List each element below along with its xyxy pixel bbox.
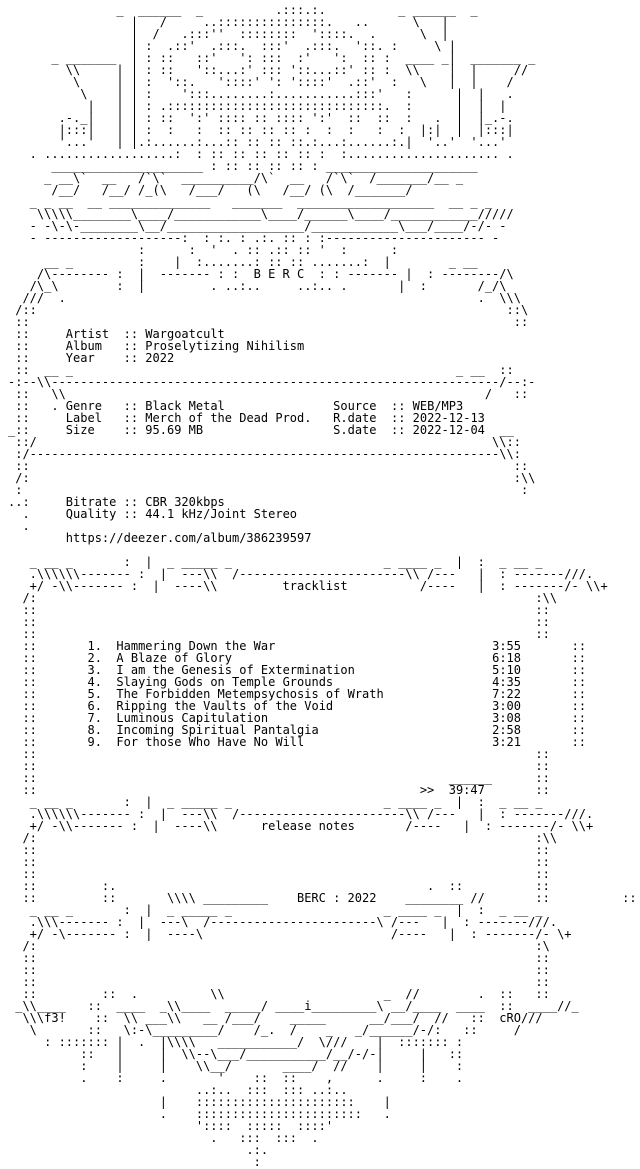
header-art-line: _ __\` __ /`\` __________/\` __ /`\` /_______/__ _ bbox=[8, 171, 464, 185]
track-duration: 2:58 bbox=[492, 723, 521, 737]
notes-banner-c: +/ -\\------- : | ----\\ release notes /---- | : -------/- \\+ bbox=[8, 819, 594, 833]
track-row: :: 5. The Forbidden Metempsychosis of Wrath 7:22 :: bbox=[8, 687, 587, 701]
header-art-line: |:::| | | : : : :: :: :: :: : : : : : |:| | |:::| bbox=[8, 123, 514, 137]
frame-line: :: :: bbox=[8, 747, 550, 761]
footer-art-line: :: :: . \\ _ // . :: :: bbox=[8, 987, 550, 1001]
footer-art-line: _\\____ :: ____ _\\____ _____/ ____i_________\ __/____ ____ :: ____//_ bbox=[8, 999, 579, 1013]
notes-banner-a: _ __ _ : | _ _____ _ _ ____ _ | : _ __ _ bbox=[8, 795, 543, 809]
track-row: :: 4. Slaying Gods on Temple Grounds 4:35 :: bbox=[8, 675, 587, 689]
genre-value: Black Metal bbox=[145, 399, 225, 413]
track-duration: 7:22 bbox=[492, 687, 521, 701]
header-art-line: /:: ::\ bbox=[8, 303, 529, 317]
divider-b: -:--\\--------------------------------------------------------------/--:- bbox=[8, 375, 536, 389]
tracklist-banner-b: .\\\\\\------- : | ---\\ /-----------------------\\ /--- | : -------///. bbox=[8, 567, 594, 581]
bitrate-value: CBR 320kbps bbox=[145, 495, 225, 509]
bitrate-label: Bitrate bbox=[65, 495, 117, 509]
track-row: :: 8. Incoming Spiritual Pantalgia 2:58 :: bbox=[8, 723, 587, 737]
berc-year: BERC : 2022 bbox=[296, 891, 377, 905]
track-number: 3. bbox=[87, 663, 110, 677]
track-duration: 3:55 bbox=[492, 639, 522, 653]
header-art-line: \\ | | : :: '::...:' ::: '::...::' :: : \\ | | // bbox=[8, 63, 529, 77]
source-label: Source bbox=[333, 399, 377, 413]
quality-label: Quality bbox=[65, 507, 117, 521]
rdate-label: R.date bbox=[333, 411, 377, 425]
sdate-label: S.date bbox=[333, 423, 377, 437]
track-title: For those Who Have No Will bbox=[116, 735, 305, 749]
footer-art-line: :: :: bbox=[8, 951, 550, 965]
frame-line: :: :: bbox=[8, 615, 550, 629]
total-prefix: >> bbox=[419, 783, 435, 797]
footer-art-line: :: | | \\--\___/___________/__/-/-| | :: bbox=[8, 1047, 464, 1061]
frame-line: :: :: bbox=[8, 843, 550, 857]
footer-art-line: :: :: bbox=[8, 963, 550, 977]
track-number: 4. bbox=[87, 675, 110, 689]
header-art-line: \ | | : '::. '::::' ': '::::' .::' : \ | | / bbox=[8, 75, 514, 89]
header-art-line: __ _ : | :.......: :: :: .......: | _ __ bbox=[8, 255, 478, 269]
footer-art-line: .\\\------- : | ---\ /-----------------------\ /--- | : -------///. bbox=[8, 915, 558, 929]
footer-art-line: . ::: ::: . bbox=[8, 1131, 319, 1145]
footer-art-line: :: :: bbox=[8, 975, 550, 989]
url-row bbox=[8, 532, 640, 544]
artist-value: Wargoatcult bbox=[145, 327, 225, 341]
footer-art-line: \ :: \:-\_________/ /_. / _ _/______/-/: :: / bbox=[8, 1023, 521, 1037]
header-ascii-art bbox=[8, 4, 640, 316]
footer-art-line: . ::::::::::::::::::::::: . bbox=[8, 1107, 391, 1121]
year-value: 2022 bbox=[145, 351, 175, 365]
album-value: Proselytizing Nihilism bbox=[145, 339, 305, 353]
header-art-line: '...' | |.:......:...:: :: :: ::.:...:......:.| '..' '...' bbox=[8, 135, 507, 149]
info-line-blank: :: :: bbox=[8, 315, 529, 329]
header-art-line: : : ' . :: .:: :: ' : : bbox=[8, 243, 399, 257]
footer-art-line: ..:.. ::: ::: ..:.. bbox=[8, 1083, 348, 1097]
info-album-row: :: Album :: Proselytizing Nihilism bbox=[8, 339, 305, 353]
header-art-line: | / .:::'' :::::::: '::::. . \ | bbox=[8, 27, 449, 41]
track-title: Ripping the Vaults of the Void bbox=[116, 699, 334, 713]
footer-art-line: | :::::::::::::::::::::: | bbox=[8, 1095, 391, 1109]
track-title: A Blaze of Glory bbox=[116, 651, 232, 665]
header-art-line: . ..................: : :: :: :: :: :: : :..................... . bbox=[8, 147, 514, 161]
track-number: 7. bbox=[87, 711, 110, 725]
info-year-row: :: Year :: 2022 bbox=[8, 351, 175, 365]
genre-label: Genre bbox=[65, 399, 102, 413]
track-duration: 3:00 bbox=[492, 699, 522, 713]
frame-line: :: :: bbox=[8, 855, 550, 869]
frame-line: :: :: bbox=[8, 627, 550, 641]
track-row: :: 9. For those Who Have No Will 3:21 :: bbox=[8, 735, 587, 749]
track-title: Luminous Capitulation bbox=[116, 711, 269, 725]
size-value: 95.69 MB bbox=[145, 423, 204, 437]
header-art-line: /\-------- : | ------- : : B E R C : : ------- | : --------/\ bbox=[8, 267, 514, 281]
track-duration: 4:35 bbox=[492, 675, 522, 689]
info-line-blank: : : bbox=[8, 483, 529, 497]
header-art-line: /\_\ : | . ..:.. ..:.. . | : /_/\ bbox=[8, 279, 507, 293]
track-title: The Forbidden Metempsychosis of Wrath bbox=[116, 687, 384, 701]
info-size-row: _:: Size :: 95.69 MB S.date :: 2022-12-04 __ bbox=[8, 423, 514, 437]
frame-line: :: :: bbox=[8, 867, 550, 881]
track-number: 1. bbox=[87, 639, 110, 653]
footer-art-line: \\\f3! :: \\ ___\\ __ /___/ _____ __/___/ // :: cRO/// bbox=[8, 1011, 543, 1025]
berc-year-row: :: :: \\\\ _________ BERC : 2022 ________ // :: :: bbox=[8, 891, 637, 905]
footer-art-line: : ::::::: | . |\\\\ ___________/ \/// | ::::::: : bbox=[8, 1035, 464, 1049]
quality-value: 44.1 kHz/Joint Stereo bbox=[145, 507, 298, 521]
header-art-line: - -\-\-________\__/___________________/____________\___/____/-/- - bbox=[8, 219, 507, 233]
frame-line: :: :: bbox=[8, 759, 550, 773]
footer-art-line: : bbox=[8, 1155, 261, 1169]
header-art-line: _ ______ _ .:::.:. _ ______ _ bbox=[8, 3, 478, 17]
source-value: WEB/MP3 bbox=[412, 399, 464, 413]
track-number: 5. bbox=[87, 687, 110, 701]
rdate-value: 2022-12-13 bbox=[412, 411, 485, 425]
footer-art-line: +/ -\------- : | ----\ /---- | : -------/- \+ bbox=[8, 927, 572, 941]
year-label: Year bbox=[65, 351, 95, 365]
tracklist-title: tracklist bbox=[282, 579, 348, 593]
footer-art-line: _ __ _ : | _ _____ _ _ ____ _ | : _ __ _ bbox=[8, 903, 543, 917]
track-row: :: 1. Hammering Down the War 3:55 :: bbox=[8, 639, 587, 653]
header-art-line: - -------------------: : :. : .:. :: : :---------------------- - bbox=[8, 231, 500, 245]
track-title: Incoming Spiritual Pantalgia bbox=[116, 723, 319, 737]
size-label: Size bbox=[65, 423, 95, 437]
divider-a: :: __ _ _ __ :: bbox=[8, 363, 514, 377]
track-number: 2. bbox=[87, 651, 110, 665]
header-art-line: _____________________ : :: :: :: :: : _____________________ bbox=[8, 159, 478, 173]
track-duration: 5:10 bbox=[492, 663, 522, 677]
track-row: :: 7. Luminous Capitulation 3:08 :: bbox=[8, 711, 587, 725]
tracklist-banner-c: +/ -\\------- : | ----\\ tracklist /---- | : -------/- \\+ bbox=[8, 579, 608, 593]
footer-art-line: ':::: ::::: ::::' bbox=[8, 1119, 334, 1133]
header-art-line: _ _______ | : :: ::' ': ::: :' ': :: : ____ _| _______ _ bbox=[8, 51, 536, 65]
header-art-line: \\\\\________\____/____________\____/______\____/____________///// bbox=[8, 207, 514, 221]
track-duration: 6:18 bbox=[492, 651, 521, 665]
header-art-line: _ _ __ __ ______________ _______ ___________________ __ _ _ bbox=[8, 195, 493, 209]
footer-art-line: : | | \\__/ ____/ // | | : bbox=[8, 1059, 464, 1073]
divider-c: :: \\ / :: bbox=[8, 387, 529, 401]
frame-line: /: :\\ bbox=[8, 591, 558, 605]
label-label: Label bbox=[65, 411, 102, 425]
header-art-line: /// . . \\\ bbox=[8, 291, 521, 305]
frame-line: :: :. . :: :: bbox=[8, 879, 550, 893]
info-line-blank: . bbox=[8, 519, 30, 533]
tracklist-banner-a: _ __ _ : | _ _____ _ _ ____ _ | : _ __ _ bbox=[8, 555, 543, 569]
footer-art-line: . : . ' :: :: , . : . bbox=[8, 1071, 464, 1085]
header-art-line: | / ..:::::::::::::::. .. \ | bbox=[8, 15, 449, 29]
divider-d: ::/ \\:: bbox=[8, 435, 521, 449]
total-row: :: >> 39:47 :: bbox=[8, 783, 550, 797]
info-genre-row: :: . Genre :: Black Metal Source :: WEB/MP3 bbox=[8, 399, 464, 413]
album-label: Album bbox=[65, 339, 102, 353]
info-quality-row: . Quality :: 44.1 kHz/Joint Stereo bbox=[8, 507, 298, 521]
label-value: Merch of the Dead Prod. bbox=[145, 411, 312, 425]
divider-e: :/-----------------------------------------------------------------\\: bbox=[8, 447, 521, 461]
track-title: I am the Genesis of Extermination bbox=[116, 663, 355, 677]
track-number: 6. bbox=[87, 699, 110, 713]
track-duration: 3:21 bbox=[492, 735, 521, 749]
header-art-line: | : .::' .:::. :::' .:::. '::. : \ | bbox=[8, 39, 456, 53]
notes-banner-b: .\\\\\\------- : | ---\\ /-----------------------\\ /--- | : -------///. bbox=[8, 807, 594, 821]
info-label-row: :: Label :: Merch of the Dead Prod. R.date :: 2022-12-13 bbox=[8, 411, 485, 425]
header-art-line: .-._| | | : :: ':' :::: :: :::: ':' :: :: : . | |_.-. bbox=[8, 111, 514, 125]
info-bitrate-row: ..: Bitrate :: CBR 320kbps bbox=[8, 495, 225, 509]
total-time: 39:47 bbox=[448, 783, 485, 797]
release-notes-title: release notes bbox=[260, 819, 355, 833]
artist-label: Artist bbox=[65, 327, 110, 341]
tracklist bbox=[8, 640, 640, 748]
info-artist-row: :: Artist :: Wargoatcult bbox=[8, 327, 225, 341]
track-number: 8. bbox=[87, 723, 110, 737]
frame-line: :: :: bbox=[8, 603, 550, 617]
track-row: :: 2. A Blaze of Glory 6:18 :: bbox=[8, 651, 587, 665]
footer-art-line: /: :\ bbox=[8, 939, 550, 953]
track-row: :: 3. I am the Genesis of Extermination 5:10 :: bbox=[8, 663, 587, 677]
track-duration: 3:08 bbox=[492, 711, 521, 725]
footer-art-line: .:. bbox=[8, 1143, 269, 1157]
track-number: 9. bbox=[87, 735, 110, 749]
header-art-line: /__/ /__/ /_(\ /___/ (\ /__/ (\ /_______/ bbox=[8, 183, 413, 197]
info-line-blank: :: :: bbox=[8, 459, 529, 473]
album-url-link[interactable]: https://deezer.com/album/386239597 bbox=[65, 531, 312, 545]
frame-line: /: :\\ bbox=[8, 831, 558, 845]
sdate-value: 2022-12-04 bbox=[412, 423, 485, 437]
track-title: Hammering Down the War bbox=[116, 639, 276, 653]
header-art-line: | | | : .::::::::::::::::::::::::::::::. : | | | bbox=[8, 99, 507, 113]
info-line-blank: /: :\\ bbox=[8, 471, 536, 485]
header-art-line: \ | | : ':::........:...........:::' : | | . bbox=[8, 87, 514, 101]
track-row: :: 6. Ripping the Vaults of the Void 3:00 :: bbox=[8, 699, 587, 713]
total-rule: :: ______ :: bbox=[8, 771, 550, 785]
track-title: Slaying Gods on Temple Grounds bbox=[116, 675, 334, 689]
footer-ascii-art bbox=[8, 904, 640, 1168]
